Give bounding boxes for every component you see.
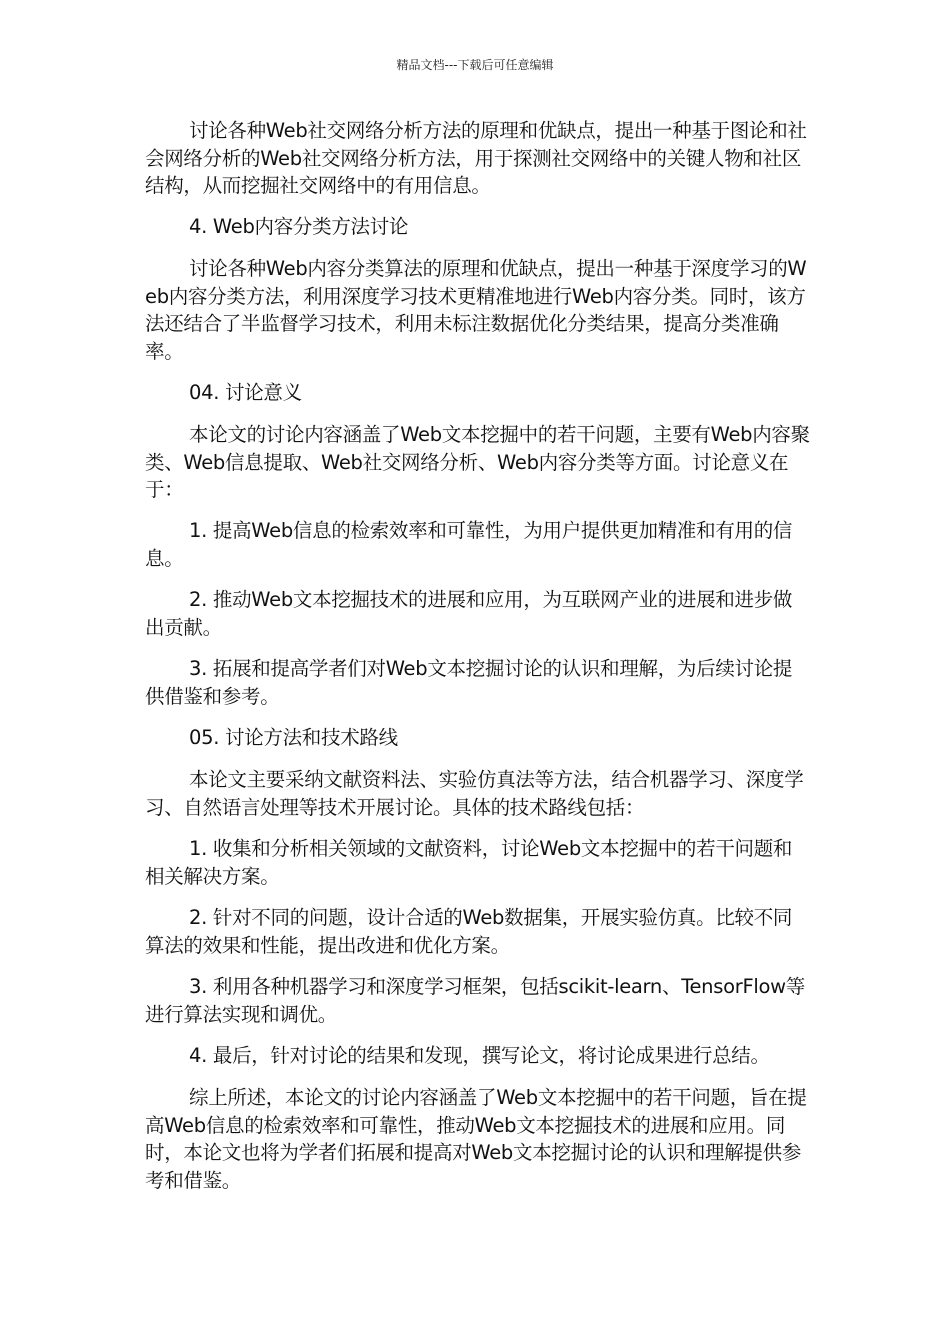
paragraph-methods-intro: 本论文主要采纳文献资料法、实验仿真法等方法，结合机器学习、深度学习、自然语言处理等技术开展讨论。具体的技术路线包括： xyxy=(145,768,804,819)
list-item-significance-1: 1. 提高Web信息的检索效率和可靠性，为用户提供更加精准和有用的信息。 xyxy=(145,519,793,570)
list-item-method-4: 4. 最后，针对讨论的结果和发现，撰写论文，将讨论成果进行总结。 xyxy=(189,1044,770,1067)
paragraph-significance-intro: 本论文的讨论内容涵盖了Web文本挖掘中的若干问题，主要有Web内容聚类、Web信息提取、Web社交网络分析、Web内容分类等方面。讨论意义在于： xyxy=(145,423,810,501)
section-heading-significance: 04. 讨论意义 xyxy=(189,381,302,404)
list-item-method-2: 2. 针对不同的问题，设计合适的Web数据集，开展实验仿真。比较不同算法的效果和性能，提出改进和优化方案。 xyxy=(145,906,793,957)
list-item-significance-3: 3. 拓展和提高学者们对Web文本挖掘讨论的认识和理解，为后续讨论提供借鉴和参考。 xyxy=(145,657,793,708)
list-item-method-3: 3. 利用各种机器学习和深度学习框架，包括scikit-learn、TensorFlow等进行算法实现和调优。 xyxy=(145,975,805,1026)
page-header: 精品文档---下载后可任意编辑 xyxy=(396,58,554,72)
paragraph-content-classification: 讨论各种Web内容分类算法的原理和优缺点，提出一种基于深度学习的Web内容分类方法，利用深度学习技术更精准地进行Web内容分类。同时，该方法还结合了半监督学习技术，利用未标注数据优化分类结果，提高分类准确率。 xyxy=(145,257,807,363)
list-item-significance-2: 2. 推动Web文本挖掘技术的进展和应用，为互联网产业的进展和进步做出贡献。 xyxy=(145,588,793,639)
section-heading-methods: 05. 讨论方法和技术路线 xyxy=(189,726,398,749)
paragraph-social-network-analysis: 讨论各种Web社交网络分析方法的原理和优缺点，提出一种基于图论和社会网络分析的Web社交网络分析方法，用于探测社交网络中的关键人物和社区结构，从而挖掘社交网络中的有用信息。 xyxy=(145,119,807,197)
list-item-method-1: 1. 收集和分析相关领域的文献资料，讨论Web文本挖掘中的若干问题和相关解决方案。 xyxy=(145,837,793,888)
paragraph-conclusion: 综上所述，本论文的讨论内容涵盖了Web文本挖掘中的若干问题，旨在提高Web信息的检索效率和可靠性，推动Web文本挖掘技术的进展和应用。同时，本论文也将为学者们拓展和提高对Web文本挖掘讨论的认识和理解提供参考和借鉴。 xyxy=(145,1086,807,1192)
section-heading-content-classification: 4. Web内容分类方法讨论 xyxy=(189,215,409,238)
